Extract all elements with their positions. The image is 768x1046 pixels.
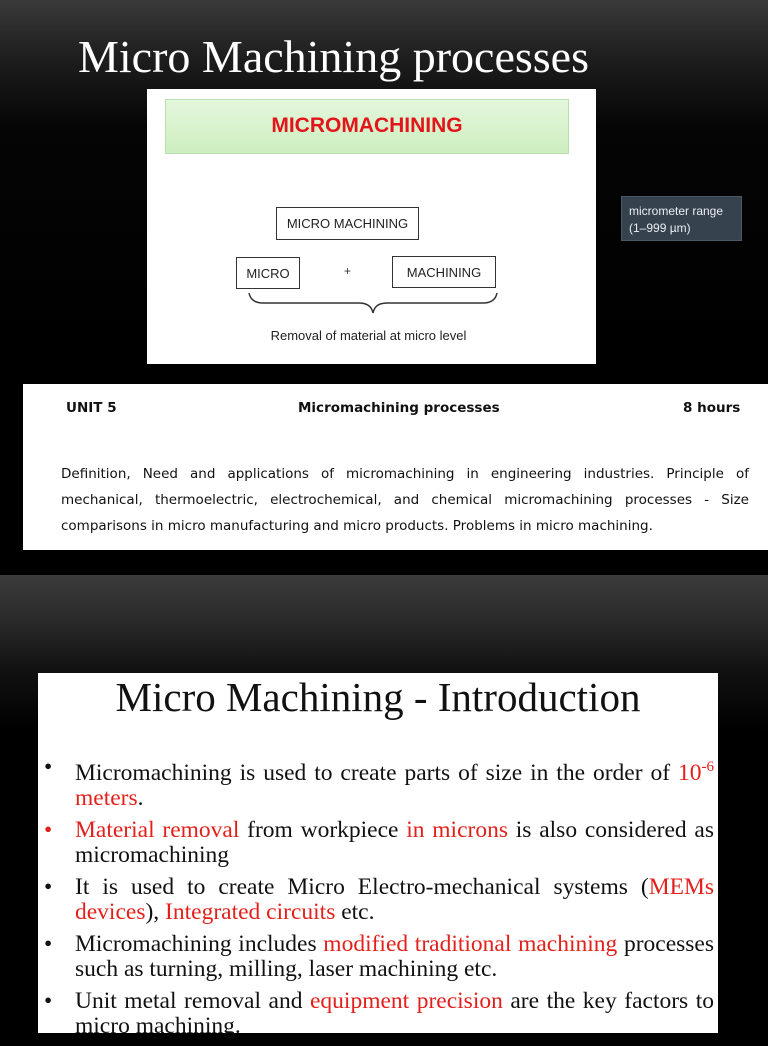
figure-banner-text: MICROMACHINING (271, 114, 463, 137)
syllabus-description: Definition, Need and applications of micromachining in engineering industries. Principle of mechanical, thermoelectric, electrochemical, and chemical micromachining processes - Size comparisons in micro manufacturing and micro products. Problems in micro machining. (61, 466, 749, 534)
micrometer-tooltip: micrometer range (1–999 µm) (621, 196, 742, 241)
figure-banner (165, 99, 569, 154)
intro-bullet-item (38, 818, 714, 868)
intro-bullet-list (38, 755, 714, 1046)
machining-box: MACHINING (392, 256, 496, 288)
slide-micro-machining-introduction (0, 575, 768, 1039)
bullet-text-segment: ), (145, 898, 166, 925)
intro-title: Micro Machining - Introduction (115, 674, 641, 720)
bullet-text-segment: equipment precision (309, 987, 503, 1014)
bullet-text-segment: MEMs devices (75, 873, 714, 925)
intro-bullet-item (38, 932, 714, 982)
intro-bullet-item (38, 875, 714, 925)
bullet-text-segment: in microns (406, 816, 508, 843)
bullet-text-segment: processes such as turning, milling, laser machining etc. (75, 930, 714, 982)
micro-machining-box: MICRO MACHINING (276, 207, 419, 240)
micromachining-figure (147, 89, 596, 364)
unit-topic: Micromachining processes (298, 400, 500, 416)
bullet-text-segment: Integrated circuits (165, 898, 336, 925)
figure-caption: Removal of material at micro level (270, 328, 467, 343)
slide-title: Micro Machining processes (78, 31, 589, 82)
bullet-text-segment: from workpiece (239, 816, 407, 843)
unit-hours: 8 hours (683, 400, 741, 416)
bullet-text-segment: -6 (701, 759, 714, 775)
bullet-icon: • (44, 754, 53, 780)
micro-box: MICRO (236, 257, 300, 289)
bullet-text-segment: are the key factors to micro machining. (75, 987, 714, 1039)
bullet-text-segment: modified traditional machining (323, 930, 618, 957)
bullet-text-segment: meters (75, 784, 138, 811)
unit-label: UNIT 5 (66, 400, 117, 416)
plus-sign: + (344, 264, 352, 278)
syllabus-block (23, 384, 768, 550)
intro-bullet-item (38, 989, 714, 1039)
bullet-text-segment: Material removal (75, 816, 240, 843)
bullet-text-segment: Unit metal removal and (75, 987, 310, 1014)
bullet-icon: • (44, 987, 53, 1014)
intro-bullet-item (38, 755, 714, 811)
bullet-text-segment: Micromachining is used to create parts of size in the order of (75, 759, 678, 786)
bullet-text-segment: . (137, 784, 144, 811)
bullet-text-segment: etc. (335, 898, 375, 925)
bullet-icon: • (44, 816, 53, 843)
bullet-icon: • (44, 873, 53, 900)
bullet-text-segment: It is used to create Micro Electro-mechanical systems ( (75, 873, 649, 900)
bullet-icon: • (44, 930, 53, 957)
intro-content (38, 673, 718, 1039)
bullet-text-segment: 10 (678, 759, 702, 786)
bullet-text-segment: is also considered as micromachining (75, 816, 714, 868)
bullet-text-segment: Micromachining includes (75, 930, 324, 957)
brace-icon (247, 291, 499, 317)
